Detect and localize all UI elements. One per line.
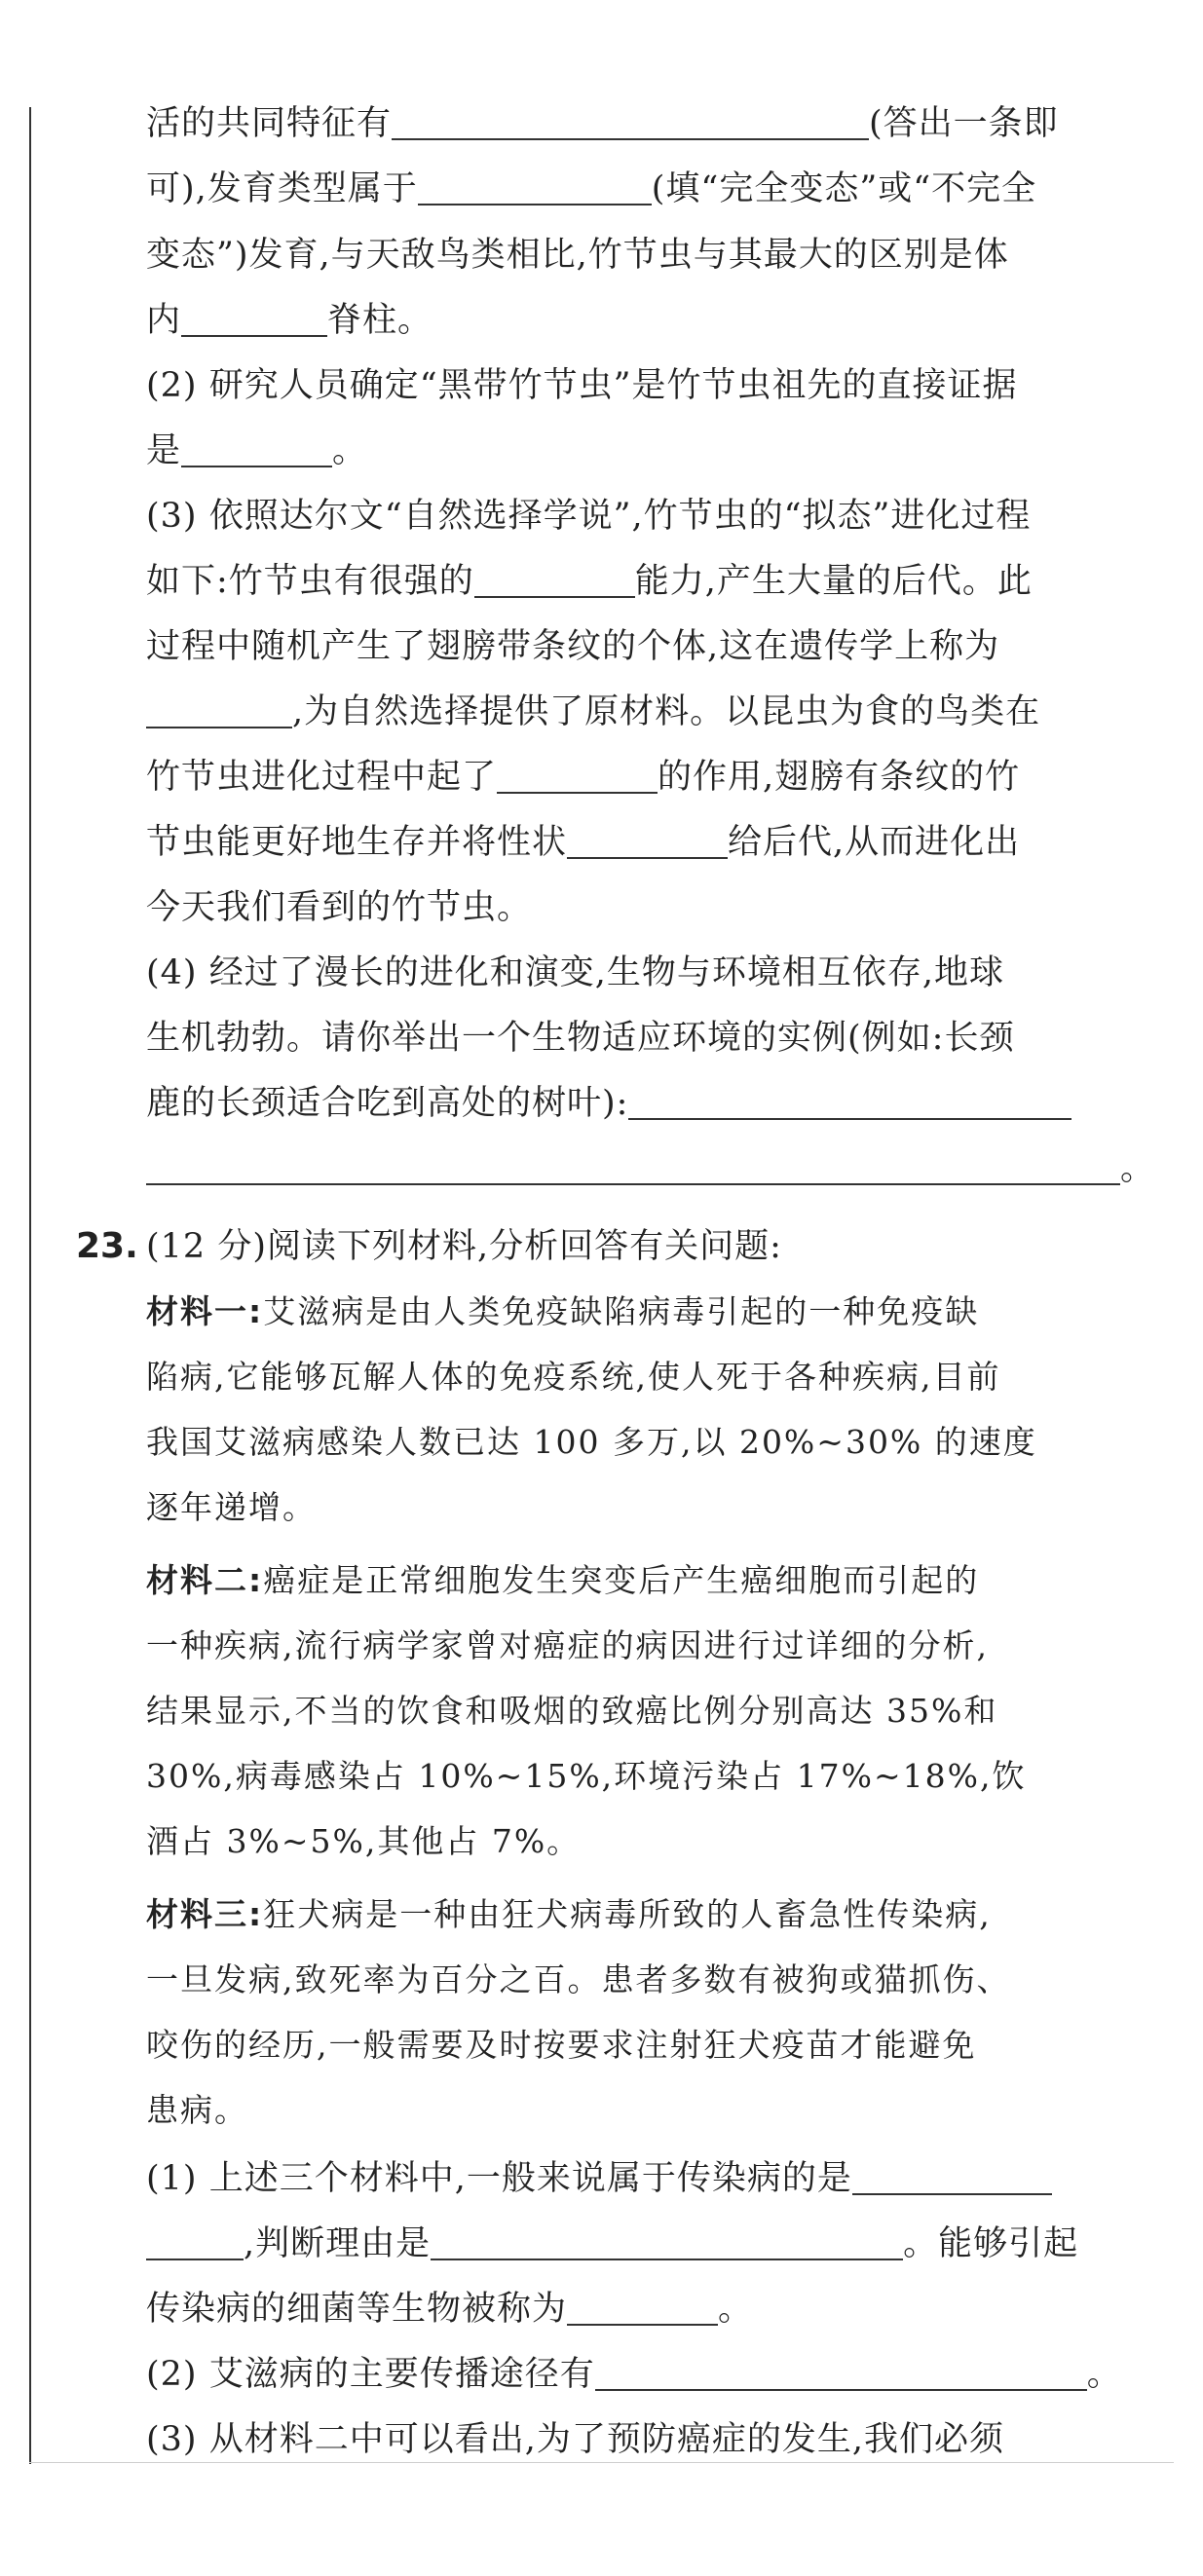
q23-text: (12 分)阅读下列材料,分析回答有关问题: bbox=[146, 1227, 782, 1266]
q23-material-1-line-2 bbox=[146, 1356, 1149, 1399]
q23-text: (3) 从材料二中可以看出,为了预防癌症的发生,我们必须 bbox=[146, 2420, 1004, 2459]
q22-text: ,为自然选择提供了原材料。以昆虫为食的鸟类在 bbox=[292, 692, 1041, 731]
answer-blank[interactable] bbox=[497, 763, 658, 794]
q22-part-4-line-2 bbox=[146, 1017, 1149, 1060]
q22-part-3-line-5 bbox=[146, 756, 1149, 799]
q22-line-1 bbox=[146, 102, 1149, 145]
answer-blank[interactable] bbox=[418, 174, 652, 205]
q23-text: 一种疾病,流行病学家曾对癌症的病因进行过详细的分析, bbox=[146, 1626, 989, 1664]
q22-text: 内 bbox=[146, 301, 182, 340]
q23-text: 传染病的细菌等生物被称为 bbox=[146, 2290, 568, 2329]
answer-blank[interactable] bbox=[567, 828, 728, 859]
q22-text: (3) 依照达尔文“自然选择学说”,竹节虫的“拟态”进化过程 bbox=[146, 497, 1032, 536]
q23-part-3-line-1 bbox=[146, 2418, 1149, 2461]
answer-blank[interactable] bbox=[146, 1154, 1120, 1185]
material-label: 材料二: bbox=[146, 1561, 264, 1599]
q22-text: 今天我们看到的竹节虫。 bbox=[146, 888, 533, 927]
q23-text: 一旦发病,致死率为百分之百。患者多数有被狗或猫抓伤、 bbox=[146, 1960, 1011, 1998]
question-number: 23. bbox=[76, 1226, 138, 1266]
left-margin-rule bbox=[29, 107, 31, 2464]
q23-text: 癌症是正常细胞发生突变后产生癌细胞而引起的 bbox=[263, 1561, 980, 1599]
q23-part-1-line-3 bbox=[146, 2288, 1149, 2331]
q22-text: (4) 经过了漫长的进化和演变,生物与环境相互依存,地球 bbox=[146, 953, 1004, 992]
q23-material-2-line-5 bbox=[146, 1820, 1149, 1863]
bottom-rule bbox=[29, 2462, 1174, 2463]
answer-blank[interactable] bbox=[595, 2360, 1087, 2391]
q22-part-4-line-1 bbox=[146, 952, 1149, 994]
q22-text: 生机勃勃。请你举出一个生物适应环境的实例(例如:长颈 bbox=[146, 1019, 1015, 1058]
answer-blank[interactable] bbox=[474, 567, 635, 598]
q23-text: ,判断理由是 bbox=[244, 2224, 432, 2263]
answer-blank[interactable] bbox=[431, 2229, 903, 2260]
answer-blank[interactable] bbox=[628, 1089, 1071, 1120]
q22-part-3-line-4 bbox=[146, 691, 1149, 733]
q22-text: 过程中随机产生了翅膀带条纹的个体,这在遗传学上称为 bbox=[146, 627, 1000, 666]
answer-blank[interactable] bbox=[181, 306, 327, 337]
q22-line-4 bbox=[146, 299, 1149, 342]
q23-text: 酒占 3%~5%,其他占 7%。 bbox=[146, 1822, 582, 1860]
q22-line-2 bbox=[146, 168, 1149, 210]
q23-text: 陷病,它能够瓦解人体的免疫系统,使人死于各种疾病,目前 bbox=[146, 1358, 1001, 1396]
q23-text: 。 bbox=[718, 2290, 754, 2329]
q22-text: 脊柱。 bbox=[327, 301, 433, 340]
material-label: 材料三: bbox=[146, 1895, 264, 1933]
q23-intro bbox=[146, 1225, 1149, 1268]
q23-material-3-line-2 bbox=[146, 1959, 1149, 2001]
q23-text: 狂犬病是一种由狂犬病毒所致的人畜急性传染病, bbox=[263, 1895, 992, 1933]
q22-text: (答出一条即 bbox=[869, 104, 1059, 143]
q23-material-3-line-1 bbox=[146, 1893, 1149, 1936]
q23-text: 我国艾滋病感染人数已达 100 多万,以 20%~30% 的速度 bbox=[146, 1423, 1037, 1461]
answer-blank[interactable] bbox=[181, 436, 332, 467]
q23-part-1-line-2 bbox=[146, 2222, 1149, 2265]
q22-text: 。 bbox=[1120, 1149, 1156, 1188]
q22-part-3-line-1 bbox=[146, 495, 1149, 538]
q23-material-1-line-1 bbox=[146, 1290, 1149, 1333]
q22-text: 可),发育类型属于 bbox=[146, 169, 418, 208]
q22-part-2-line-2 bbox=[146, 429, 1149, 472]
q23-text: (2) 艾滋病的主要传播途径有 bbox=[146, 2355, 595, 2394]
q23-text: 逐年递增。 bbox=[146, 1488, 317, 1526]
answer-blank[interactable] bbox=[852, 2164, 1052, 2195]
q23-part-2-line-1 bbox=[146, 2353, 1149, 2396]
q22-part-4-line-3 bbox=[146, 1082, 1149, 1125]
q22-part-3-line-3 bbox=[146, 625, 1149, 668]
q22-text: 给后代,从而进化出 bbox=[728, 823, 1021, 862]
q22-line-3 bbox=[146, 234, 1149, 277]
q23-text: (1) 上述三个材料中,一般来说属于传染病的是 bbox=[146, 2159, 852, 2198]
q22-part-2-line-1 bbox=[146, 364, 1149, 407]
q23-text: 咬伤的经历,一般需要及时按要求注射狂犬疫苗才能避免 bbox=[146, 2026, 977, 2064]
answer-blank[interactable] bbox=[146, 697, 292, 728]
q23-text: 患病。 bbox=[146, 2091, 248, 2129]
q23-text: 结果显示,不当的饮食和吸烟的致癌比例分别高达 35%和 bbox=[146, 1692, 998, 1730]
answer-blank[interactable] bbox=[146, 2229, 244, 2260]
q22-text: 是 bbox=[146, 431, 182, 470]
q23-material-2-line-1 bbox=[146, 1559, 1149, 1602]
q23-material-3-line-4 bbox=[146, 2089, 1149, 2132]
q23-material-3-line-3 bbox=[146, 2024, 1149, 2067]
q23-material-1-line-3 bbox=[146, 1421, 1149, 1464]
answer-blank[interactable] bbox=[392, 109, 869, 140]
q23-text: 。能够引起 bbox=[903, 2224, 1079, 2263]
q22-part-3-line-2 bbox=[146, 560, 1149, 603]
q23-material-1-line-4 bbox=[146, 1486, 1149, 1529]
material-label: 材料一: bbox=[146, 1292, 264, 1330]
q22-text: (2) 研究人员确定“黑带竹节虫”是竹节虫祖先的直接证据 bbox=[146, 366, 1018, 405]
q22-part-3-line-7 bbox=[146, 886, 1149, 929]
q22-text: (填“完全变态”或“不完全 bbox=[651, 169, 1037, 208]
q22-text: 如下:竹节虫有很强的 bbox=[146, 562, 474, 601]
q22-text: 的作用,翅膀有条纹的竹 bbox=[658, 758, 1021, 797]
q23-material-2-line-4 bbox=[146, 1755, 1149, 1798]
q22-text: 竹节虫进化过程中起了 bbox=[146, 758, 498, 797]
q23-text: 艾滋病是由人类免疫缺陷病毒引起的一种免疫缺 bbox=[263, 1292, 980, 1330]
q22-part-3-line-6 bbox=[146, 821, 1149, 864]
q22-text: 活的共同特征有 bbox=[146, 104, 393, 143]
q22-text: 鹿的长颈适合吃到高处的树叶): bbox=[146, 1084, 629, 1123]
q22-text: 。 bbox=[332, 431, 368, 470]
q22-text: 节虫能更好地生存并将性状 bbox=[146, 823, 568, 862]
q23-part-1-line-1 bbox=[146, 2157, 1149, 2200]
q22-text: 变态”)发育,与天敌鸟类相比,竹节虫与其最大的区别是体 bbox=[146, 236, 1009, 275]
q22-part-4-line-4 bbox=[146, 1147, 1156, 1190]
answer-blank[interactable] bbox=[567, 2295, 718, 2326]
q23-text: 30%,病毒感染占 10%~15%,环境污染占 17%~18%,饮 bbox=[146, 1757, 1027, 1795]
q23-material-2-line-2 bbox=[146, 1624, 1149, 1667]
q23-text: 。 bbox=[1086, 2355, 1122, 2394]
q22-text: 能力,产生大量的后代。此 bbox=[634, 562, 1033, 601]
q23-material-2-line-3 bbox=[146, 1690, 1149, 1733]
